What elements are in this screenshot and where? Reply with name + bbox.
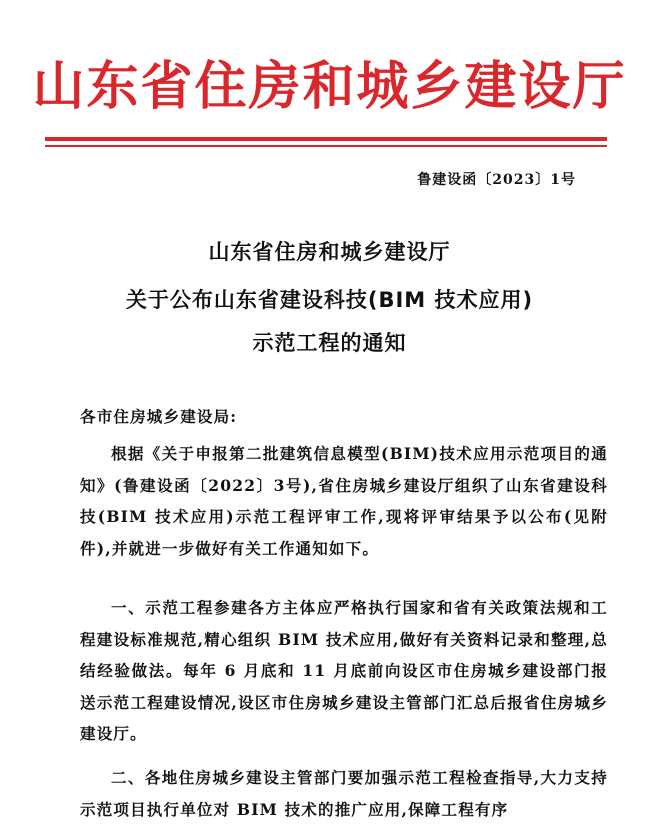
paragraph-intro: 根据《关于申报第二批建筑信息模型(BIM)技术应用示范项目的通知》(鲁建设函〔2022〕3号),省住房城乡建设厅组织了山东省建设科技(BIM 技术应用)示范工程评审工作,现将评审结果予以公布(见附件),并就进一步做好有关工作通知如下。 <box>80 444 608 558</box>
letterhead-rule-thin <box>45 145 607 147</box>
notice-title-line1: 山东省住房和城乡建设厅 <box>208 240 451 264</box>
letterhead-title: 山东省住房和城乡建设厅 <box>32 57 627 117</box>
notice-title-line3: 示范工程的通知 <box>252 331 407 355</box>
notice-title-line2: 关于公布山东省建设科技(BIM 技术应用) <box>125 288 534 312</box>
paragraph-item-1: 一、示范工程参建各方主体应严格执行国家和省有关政策法规和工程建设标准规范,精心组织 BIM 技术应用,做好有关资料记录和整理,总结经验做法。每年 6 月底和 11 月底前向设区市住房城乡建设部门报送示范工程建设情况,设区市住房城乡建设主管部门汇总后报省住房城乡建设厅。 <box>80 598 608 743</box>
document-number: 鲁建设函〔2023〕1号 <box>417 172 576 188</box>
salutation: 各市住房城乡建设局: <box>80 407 238 426</box>
paragraph-item-2: 二、各地住房城乡建设主管部门要加强示范工程检查指导,大力支持示范项目执行单位对 BIM 技术的推广应用,保障工程有序 <box>80 768 608 819</box>
letterhead-rule-thick <box>45 137 607 141</box>
